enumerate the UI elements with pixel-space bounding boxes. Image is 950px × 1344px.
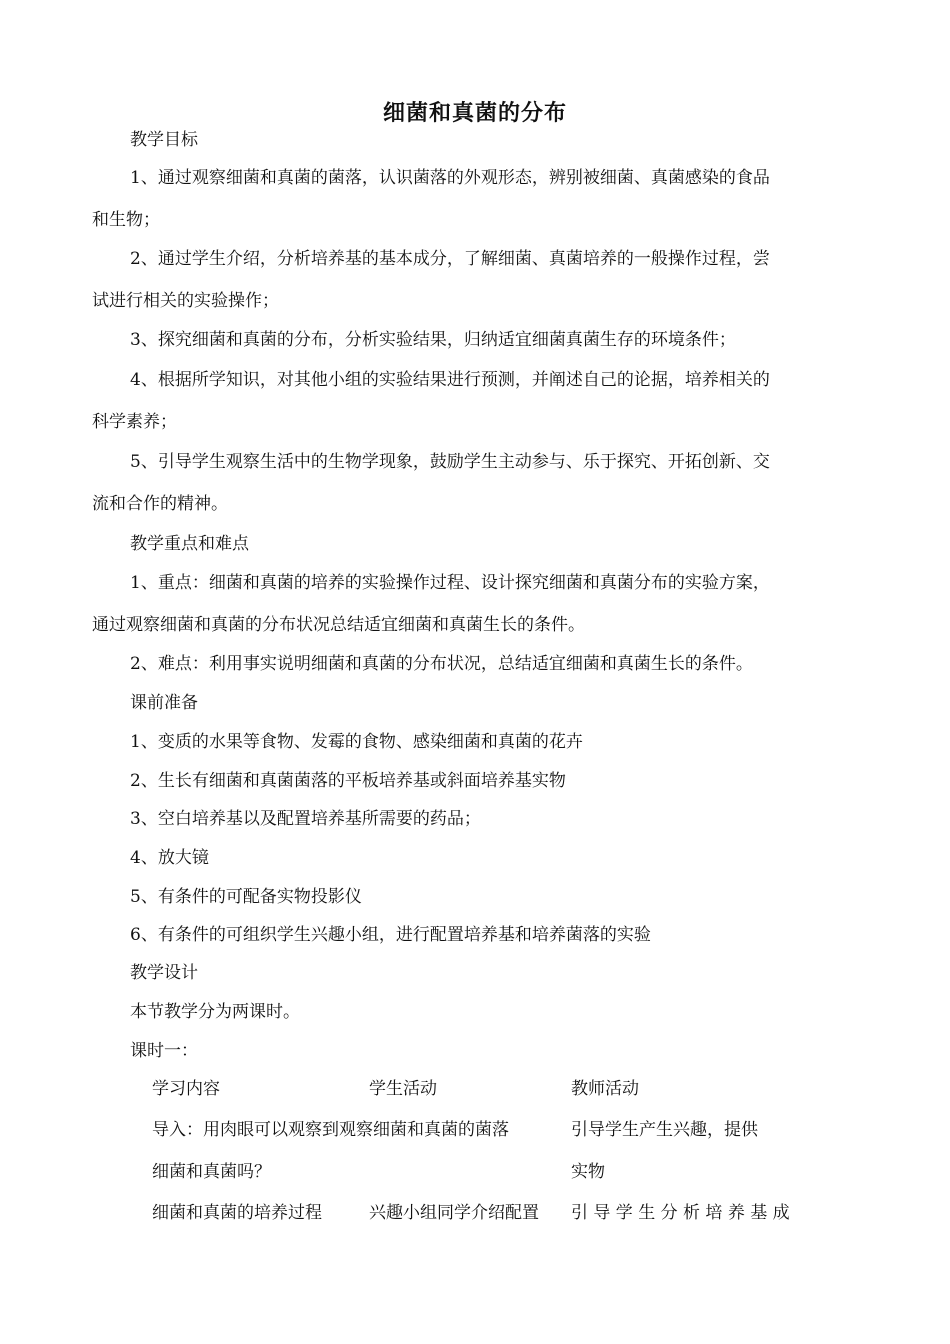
prep-item-5: 5、有条件的可配备实物投影仪 <box>130 887 362 907</box>
key-2: 2、难点：利用事实说明细菌和真菌的分布状况，总结适宜细菌和真菌生长的条件。 <box>130 654 753 674</box>
table-row-1-teacher-line-2: 实物 <box>571 1162 605 1182</box>
goals-heading: 教学目标 <box>130 130 198 150</box>
table-row-1-content-line-1: 导入：用肉眼可以观察到观察细菌和真菌的菌落 <box>152 1120 509 1140</box>
goal-2-line-2: 试进行相关的实验操作； <box>92 291 279 311</box>
table-row-2-content: 细菌和真菌的培养过程 <box>152 1203 322 1223</box>
design-heading: 教学设计 <box>130 963 198 983</box>
prep-heading: 课前准备 <box>130 693 198 713</box>
goal-4-line-1: 4、根据所学知识，对其他小组的实验结果进行预测，并阐述自己的论据，培养相关的 <box>130 370 770 390</box>
key-1-line-2: 通过观察细菌和真菌的分布状况总结适宜细菌和真菌生长的条件。 <box>92 615 585 635</box>
prep-item-4: 4、放大镜 <box>130 848 209 868</box>
prep-item-1: 1、变质的水果等食物、发霉的食物、感染细菌和真菌的花卉 <box>130 732 583 752</box>
table-header-content: 学习内容 <box>152 1079 220 1099</box>
table-row-1-teacher-line-1: 引导学生产生兴趣，提供 <box>571 1120 758 1140</box>
design-text: 本节教学分为两课时。 <box>130 1002 300 1022</box>
table-row-1-content-line-2: 细菌和真菌吗？ <box>152 1162 271 1182</box>
goal-4-line-2: 科学素养； <box>92 412 177 432</box>
table-row-2-student: 兴趣小组同学介绍配置 <box>369 1203 539 1223</box>
goal-1-line-1: 1、通过观察细菌和真菌的菌落，认识菌落的外观形态，辨别被细菌、真菌感染的食品 <box>130 168 770 188</box>
goal-5-line-1: 5、引导学生观察生活中的生物学现象，鼓励学生主动参与、乐于探究、开拓创新、交 <box>130 452 770 472</box>
key-heading: 教学重点和难点 <box>130 534 249 554</box>
goal-3: 3、探究细菌和真菌的分布，分析实验结果，归纳适宜细菌真菌生存的环境条件； <box>130 330 736 350</box>
prep-item-2: 2、生长有细菌和真菌菌落的平板培养基或斜面培养基实物 <box>130 771 566 791</box>
key-1-line-1: 1、重点：细菌和真菌的培养的实验操作过程、设计探究细菌和真菌分布的实验方案， <box>130 573 770 593</box>
table-header-teacher: 教师活动 <box>571 1079 639 1099</box>
goal-1-line-2: 和生物； <box>92 210 160 230</box>
goal-5-line-2: 流和合作的精神。 <box>92 494 228 514</box>
table-header-student: 学生活动 <box>369 1079 437 1099</box>
prep-item-3: 3、空白培养基以及配置培养基所需要的药品； <box>130 809 481 829</box>
lesson-heading: 课时一： <box>130 1041 198 1061</box>
goal-2-line-1: 2、通过学生介绍，分析培养基的基本成分，了解细菌、真菌培养的一般操作过程，尝 <box>130 249 770 269</box>
prep-item-6: 6、有条件的可组织学生兴趣小组，进行配置培养基和培养菌落的实验 <box>130 925 651 945</box>
table-row-2-teacher: 引 导 学 生 分 析 培 养 基 成 <box>571 1203 790 1223</box>
page-title: 细菌和真菌的分布 <box>382 101 567 126</box>
